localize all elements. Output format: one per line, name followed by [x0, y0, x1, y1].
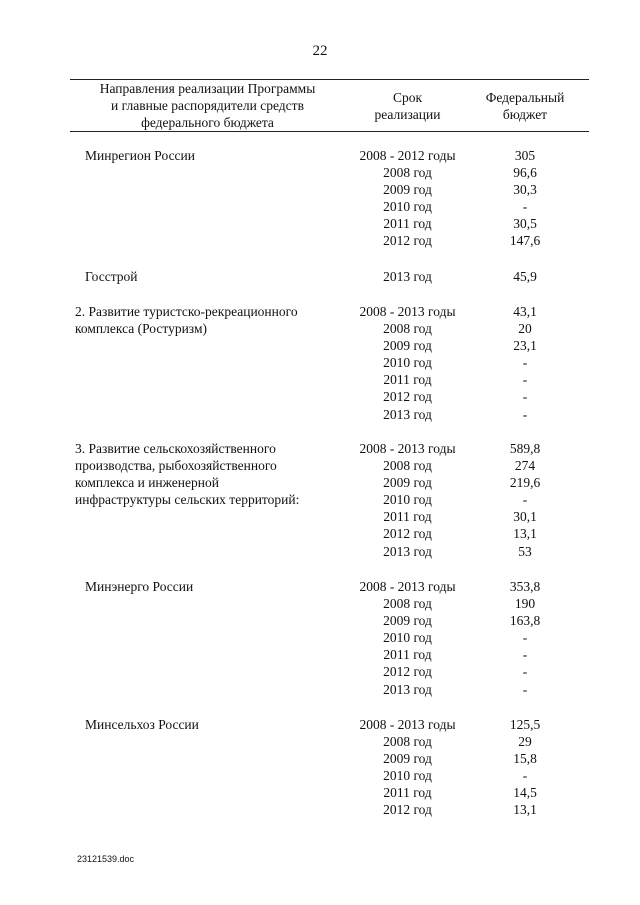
- period-cell: 2011 год: [383, 647, 432, 663]
- period-cell: 2012 год: [383, 526, 432, 542]
- budget-cell: 45,9: [513, 269, 537, 284]
- period-cell: 2008 год: [383, 165, 432, 181]
- period-cell: 2013 год: [383, 406, 432, 422]
- header-col3-line: Федеральный: [485, 90, 565, 105]
- budget-cell: -: [522, 372, 528, 388]
- budget-cell: 219,6: [509, 475, 541, 491]
- budget-cell: 353,8: [509, 579, 541, 594]
- budget-cell: -: [522, 768, 528, 784]
- period-cell: 2011 год: [383, 785, 432, 801]
- header-col1-line: федерального бюджета: [141, 115, 274, 130]
- budget-cell: 29: [518, 734, 532, 750]
- budget-cell: 14,5: [513, 785, 537, 801]
- period-cell: 2009 год: [383, 338, 432, 354]
- period-cell: 2009 год: [383, 751, 432, 767]
- period-cell: 2012 год: [383, 664, 432, 680]
- budget-cell: 13,1: [513, 526, 537, 542]
- period-cell: 2008 - 2012 годы: [359, 148, 456, 163]
- period-cell: 2008 - 2013 годы: [359, 579, 456, 594]
- header-col-period: [345, 89, 470, 123]
- budget-cell: -: [522, 199, 528, 215]
- budget-cell: 589,8: [509, 441, 541, 456]
- period-cell: 2013 год: [383, 269, 432, 284]
- period-cell: 2009 год: [383, 182, 432, 198]
- row-name-line: производства, рыбохозяйственного: [75, 458, 277, 474]
- period-cell: 2008 - 2013 годы: [359, 304, 456, 319]
- period-cell: 2010 год: [383, 768, 432, 784]
- row-name-line: Минрегион России: [85, 148, 195, 163]
- budget-cell: -: [522, 406, 528, 422]
- period-cell: 2011 год: [383, 216, 432, 232]
- header-col-budget: [470, 89, 580, 123]
- period-cell: 2008 - 2013 годы: [359, 441, 456, 456]
- header-col2-line: Срок: [392, 90, 423, 105]
- period-cell: 2010 год: [383, 355, 432, 371]
- period-cell: 2008 год: [383, 321, 432, 337]
- row-budget: [470, 303, 580, 423]
- budget-cell: -: [522, 355, 528, 371]
- budget-cell: 30,1: [513, 509, 537, 525]
- budget-cell: -: [522, 389, 528, 405]
- row-name-line: Минэнерго России: [85, 579, 194, 594]
- row-budget: [470, 147, 580, 250]
- budget-cell: 53: [518, 543, 532, 559]
- period-cell: 2010 год: [383, 630, 432, 646]
- period-cell: 2008 год: [383, 458, 432, 474]
- budget-cell: 20: [518, 321, 532, 337]
- period-cell: 2009 год: [383, 475, 432, 491]
- budget-cell: 23,1: [513, 338, 537, 354]
- budget-cell: 274: [514, 458, 536, 474]
- row-budget: [470, 716, 580, 819]
- period-cell: 2012 год: [383, 389, 432, 405]
- period-cell: 2008 год: [383, 596, 432, 612]
- budget-cell: 13,1: [513, 802, 537, 818]
- budget-cell: 30,5: [513, 216, 537, 232]
- header-col2-line: реализации: [374, 107, 441, 122]
- period-cell: 2010 год: [383, 199, 432, 215]
- budget-cell: -: [522, 664, 528, 680]
- budget-cell: 147,6: [509, 233, 541, 249]
- row-name-line: Госстрой: [85, 269, 138, 284]
- header-bottom-rule: [70, 131, 589, 132]
- row-name: [85, 147, 195, 164]
- budget-cell: 96,6: [513, 165, 537, 181]
- period-cell: 2013 год: [383, 543, 432, 559]
- period-cell: 2009 год: [383, 613, 432, 629]
- period-cell: 2013 год: [383, 681, 432, 697]
- row-name-line: инфраструктуры сельских территорий:: [75, 492, 300, 508]
- row-periods: [345, 440, 470, 560]
- row-name: [85, 268, 137, 285]
- row-periods: [345, 268, 470, 285]
- period-cell: 2012 год: [383, 233, 432, 249]
- budget-cell: 190: [514, 596, 536, 612]
- period-cell: 2012 год: [383, 802, 432, 818]
- budget-cell: -: [522, 647, 528, 663]
- row-budget: [470, 268, 580, 285]
- row-periods: [345, 716, 470, 819]
- document-footer: 23121539.doc: [77, 854, 135, 864]
- row-name-line: 2. Развитие туристско-рекреационного: [75, 304, 298, 319]
- row-name: [75, 303, 298, 337]
- header-col1-line: и главные распорядители средств: [111, 98, 304, 113]
- period-cell: 2010 год: [383, 492, 432, 508]
- row-name: [75, 440, 299, 508]
- header-col3-line: бюджет: [502, 107, 548, 122]
- budget-cell: 30,3: [513, 182, 537, 198]
- period-cell: 2008 год: [383, 734, 432, 750]
- budget-cell: -: [522, 681, 528, 697]
- row-name-line: комплекса и инженерной: [75, 475, 219, 491]
- budget-cell: 163,8: [509, 613, 541, 629]
- row-name: [85, 578, 193, 595]
- row-periods: [345, 303, 470, 423]
- period-cell: 2011 год: [383, 372, 432, 388]
- row-name-line: 3. Развитие сельскохозяйственного: [75, 441, 276, 456]
- page-number: 22: [312, 43, 328, 59]
- row-budget: [470, 440, 580, 560]
- row-name-line: Минсельхоз России: [85, 717, 199, 732]
- row-periods: [345, 578, 470, 698]
- budget-cell: 43,1: [513, 304, 537, 319]
- row-budget: [470, 578, 580, 698]
- header-col1-line: Направления реализации Программы: [99, 81, 316, 96]
- budget-cell: 15,8: [513, 751, 537, 767]
- period-cell: 2011 год: [383, 509, 432, 525]
- budget-cell: -: [522, 630, 528, 646]
- period-cell: 2008 - 2013 годы: [359, 717, 456, 732]
- row-name-line: комплекса (Ростуризм): [75, 321, 207, 337]
- header-col-directions: [75, 80, 340, 131]
- budget-cell: -: [522, 492, 528, 508]
- budget-cell: 305: [514, 148, 536, 163]
- budget-cell: 125,5: [509, 717, 541, 732]
- row-periods: [345, 147, 470, 250]
- row-name: [85, 716, 199, 733]
